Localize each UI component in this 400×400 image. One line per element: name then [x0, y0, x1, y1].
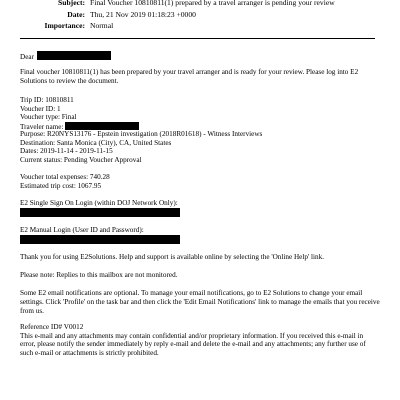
subject-row: [0, 0, 335, 7]
date-value: Thu, 21 Nov 2019 01:18:23 +0000: [90, 10, 196, 19]
purpose: Purpose: R20NYS13176 - Epstein investigation (2018R01618) - Witness Interviews: [20, 130, 263, 138]
date-row: [0, 10, 196, 19]
voucher-type: Voucher type: Final: [20, 113, 77, 121]
dates: Dates: 2019-11-14 - 2019-11-15: [20, 147, 113, 155]
greeting-line: [20, 51, 111, 62]
subject-value: Final Voucher 10810811(1) prepared by a travel arranger is pending your review: [90, 0, 335, 7]
reference-id: Reference ID# V0012: [20, 323, 84, 331]
redacted-name: [37, 51, 111, 60]
notifications-paragraph: Some E2 email notifications are optional. To manage your email notifications, go to E2 Solutions to change your email settings. Click 'Profile' on the task bar and then click the 'Edit Email Notifications' link to manage the emails that you receive from us.: [20, 289, 380, 315]
importance-row: [0, 21, 113, 30]
disclaimer-paragraph: This e-mail and any attachments may contain confidential and/or proprietary information. If you received this e-mail in error, please notify the sender immediately by reply e-mail and delete the e-mail and any attachments; any further use of such e-mail or attachments is strictly prohibited.: [20, 331, 366, 358]
date-label: Date:: [67, 10, 85, 19]
importance-label: Importance:: [44, 21, 85, 30]
destination: Destination: Santa Monica (City), CA, United States: [20, 138, 172, 147]
header-divider: [20, 38, 375, 39]
trip-id: Trip ID: 10810811: [20, 96, 74, 104]
subject-label: Subject:: [58, 0, 85, 7]
voucher-total: Voucher total expenses: 740.28: [20, 173, 110, 181]
current-status: Current status: Pending Voucher Approval: [20, 155, 142, 164]
sso-login-label: E2 Single Sign On Login (within DOJ Network Only):: [20, 199, 178, 207]
thanks-paragraph: Thank you for using E2Solutions. Help and support is available online by selecting the 'Online Help' link.: [20, 253, 325, 261]
estimated-cost: Estimated trip cost: 1067.95: [20, 181, 102, 190]
redacted-sso-link: [20, 208, 180, 217]
redacted-manual-link: [20, 235, 180, 244]
voucher-id: Voucher ID: 1: [20, 104, 61, 113]
traveler-name-label: Traveler name:: [20, 122, 64, 131]
redacted-traveler-name: [65, 122, 139, 130]
intro-paragraph: Final voucher 10810811(1) has been prepared by your travel arranger and is ready for your review. Please log into E2 Solutions to review the document.: [20, 68, 359, 85]
importance-value: Normal: [90, 21, 114, 30]
note-paragraph: Please note: Replies to this mailbox are not monitored.: [20, 271, 178, 279]
manual-login-label: E2 Manual Login (User ID and Password):: [20, 226, 144, 234]
greeting: Dear: [20, 53, 34, 61]
